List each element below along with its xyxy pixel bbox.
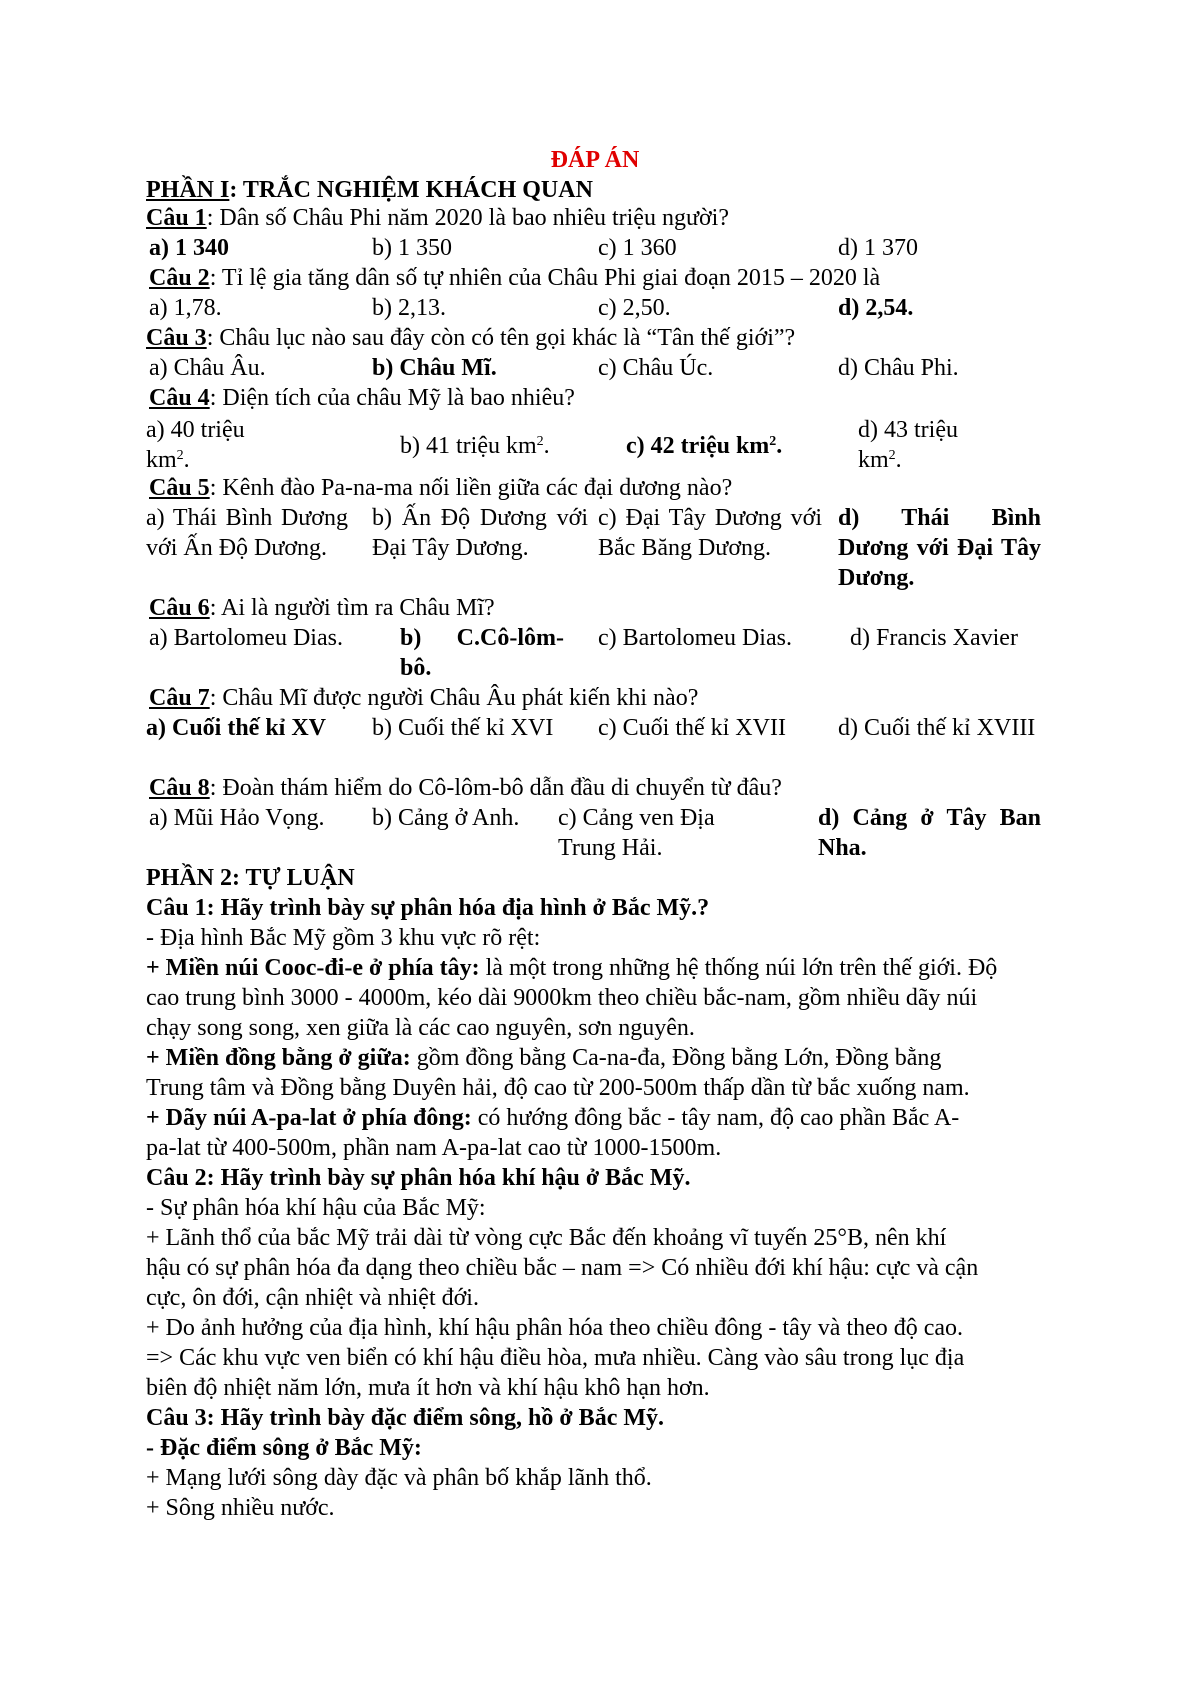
essay-q1-title: Câu 1: Hãy trình bày sự phân hóa địa hình ở Bắc Mỹ.? bbox=[146, 895, 710, 921]
question-5-options bbox=[146, 503, 1041, 593]
point-text: là một trong những hệ thống núi lớn trên thế giới. Độ bbox=[479, 955, 998, 981]
option-d: d) Thái Bình Dương với Đại Tây Dương. bbox=[838, 505, 1041, 591]
option-d-unit: km bbox=[858, 447, 889, 473]
option-c: c) 1 360 bbox=[598, 235, 677, 261]
question-text: : Kênh đào Pa-na-ma nối liền giữa các đại dương nào? bbox=[209, 475, 733, 501]
option-a: a) Châu Âu. bbox=[149, 355, 266, 381]
question-8-options bbox=[146, 803, 1041, 863]
question-label: Câu 3 bbox=[146, 325, 207, 351]
question-label: Câu 5 bbox=[149, 475, 210, 501]
question-1-options bbox=[146, 233, 1041, 263]
option-b-text: b) 41 triệu km bbox=[400, 433, 537, 459]
option-b: b) 2,13. bbox=[372, 295, 446, 321]
option-c: c) Châu Úc. bbox=[598, 355, 714, 381]
question-7 bbox=[149, 683, 698, 713]
question-3 bbox=[146, 323, 795, 353]
essay-q3-line: + Mạng lưới sông dày đặc và phân bố khắp lãnh thổ. bbox=[146, 1465, 652, 1491]
essay-q1-point1 bbox=[146, 953, 997, 983]
question-3-options bbox=[146, 353, 1041, 383]
essay-q2-line: + Lãnh thổ của bắc Mỹ trải dài từ vòng cực Bắc đến khoảng vĩ tuyến 25°B, nên khí bbox=[146, 1225, 947, 1251]
essay-q1-line: pa-lat từ 400-500m, phần nam A-pa-lat cao từ 1000-1500m. bbox=[146, 1135, 722, 1161]
point-text: gồm đồng bằng Ca-na-đa, Đồng bằng Lớn, Đồng bằng bbox=[410, 1045, 942, 1071]
question-label: Câu 4 bbox=[149, 385, 210, 411]
option-c: c) Đại Tây Dương với Bắc Băng Dương. bbox=[598, 505, 822, 561]
essay-q2-line: => Các khu vực ven biển có khí hậu điều hòa, mưa nhiều. Càng vào sâu trong lục địa bbox=[146, 1345, 965, 1371]
essay-q3-subheading: - Đặc điểm sông ở Bắc Mỹ: bbox=[146, 1435, 422, 1461]
option-d: d) 1 370 bbox=[838, 235, 918, 261]
essay-q2-line: - Sự phân hóa khí hậu của Bắc Mỹ: bbox=[146, 1195, 486, 1221]
option-b: b) 1 350 bbox=[372, 235, 452, 261]
option-a: a) Mũi Hảo Vọng. bbox=[149, 805, 325, 831]
essay-q1-point3 bbox=[146, 1103, 959, 1133]
option-a: a) Cuối thế kỉ XV bbox=[146, 715, 327, 741]
option-b: b) Cảng ở Anh. bbox=[372, 805, 520, 831]
question-text: : Ai là người tìm ra Châu Mĩ? bbox=[209, 595, 495, 621]
part2-heading: PHẦN 2: TỰ LUẬN bbox=[146, 865, 355, 891]
question-text: : Diện tích của châu Mỹ là bao nhiêu? bbox=[209, 385, 575, 411]
option-c: c) Bartolomeu Dias. bbox=[598, 625, 792, 651]
question-5 bbox=[149, 473, 732, 503]
point-title: + Dãy núi A-pa-lat ở phía đông: bbox=[146, 1105, 472, 1131]
option-b: b) Cuối thế kỉ XVI bbox=[372, 715, 554, 741]
option-a: a) 1,78. bbox=[149, 295, 222, 321]
question-1 bbox=[146, 203, 729, 233]
essay-q3-line: + Sông nhiều nước. bbox=[146, 1495, 335, 1521]
question-text: : Châu Mĩ được người Châu Âu phát kiến khi nào? bbox=[209, 685, 699, 711]
part1-heading-label: PHẦN I bbox=[146, 177, 230, 203]
option-a: a) Thái Bình Dương với Ấn Độ Dương. bbox=[146, 505, 348, 561]
question-label: Câu 6 bbox=[149, 595, 210, 621]
point-text: có hướng đông bắc - tây nam, độ cao phần Bắc A- bbox=[471, 1105, 960, 1131]
option-d: d) Francis Xavier bbox=[850, 625, 1018, 651]
essay-q1-line: Trung tâm và Đồng bằng Duyên hải, độ cao từ 200-500m thấp dần từ bắc xuống nam. bbox=[146, 1075, 970, 1101]
option-a: a) Bartolomeu Dias. bbox=[149, 625, 343, 651]
essay-q3-title: Câu 3: Hãy trình bày đặc điểm sông, hồ ở Bắc Mỹ. bbox=[146, 1405, 664, 1431]
question-label: Câu 1 bbox=[146, 205, 207, 231]
option-d: d) Cuối thế kỉ XVIII bbox=[838, 715, 1036, 741]
question-4-options bbox=[146, 415, 1041, 475]
essay-q2-line: cực, ôn đới, cận nhiệt và nhiệt đới. bbox=[146, 1285, 479, 1311]
essay-q1-line: cao trung bình 3000 - 4000m, kéo dài 9000km theo chiều bắc-nam, gồm nhiều dãy núi bbox=[146, 985, 978, 1011]
option-d: d) 43 triệu $km^2$. bbox=[858, 417, 958, 473]
essay-q2-line: biên độ nhiệt năm lớn, mưa ít hơn và khí hậu khô hạn hơn. bbox=[146, 1375, 710, 1401]
question-7-options bbox=[146, 713, 1041, 743]
question-2 bbox=[149, 263, 880, 293]
question-6-options bbox=[146, 623, 1041, 683]
part1-heading bbox=[146, 175, 593, 205]
question-8 bbox=[149, 773, 782, 803]
option-d-text: d) 43 triệu bbox=[858, 417, 958, 443]
essay-q1-point2 bbox=[146, 1043, 941, 1073]
part1-heading-rest: : TRẮC NGHIỆM KHÁCH QUAN bbox=[229, 177, 593, 203]
question-2-options bbox=[146, 293, 1041, 323]
question-text: : Tỉ lệ gia tăng dân số tự nhiên của Châu Phi giai đoạn 2015 – 2020 là bbox=[209, 265, 881, 291]
question-text: : Dân số Châu Phi năm 2020 là bao nhiêu triệu người? bbox=[206, 205, 729, 231]
option-b: b) Châu Mĩ. bbox=[372, 355, 497, 381]
option-d: d) Cảng ở Tây Ban Nha. bbox=[818, 805, 1041, 861]
question-label: Câu 2 bbox=[149, 265, 210, 291]
essay-q1-line: chạy song song, xen giữa là các cao nguyên, sơn nguyên. bbox=[146, 1015, 695, 1041]
option-a: a) 1 340 bbox=[149, 235, 229, 261]
option-c-text: c) 42 triệu km bbox=[626, 433, 770, 459]
essay-q1-line: - Địa hình Bắc Mỹ gồm 3 khu vực rõ rệt: bbox=[146, 925, 541, 951]
option-c: c) 2,50. bbox=[598, 295, 671, 321]
option-d: d) Châu Phi. bbox=[838, 355, 959, 381]
question-4 bbox=[149, 383, 575, 413]
option-c: c) Cảng ven Địa Trung Hải. bbox=[558, 805, 715, 861]
point-title: + Miền đồng bằng ở giữa: bbox=[146, 1045, 411, 1071]
point-title: + Miền núi Cooc-đi-e ở phía tây: bbox=[146, 955, 480, 981]
question-text: : Châu lục nào sau đây còn có tên gọi khác là “Tân thế giới”? bbox=[206, 325, 796, 351]
option-c: c) 42 triệu $km^2$. bbox=[626, 433, 783, 459]
question-text: : Đoàn thám hiểm do Cô-lôm-bô dẫn đầu di chuyển từ đâu? bbox=[209, 775, 782, 801]
document-title: ĐÁP ÁN bbox=[550, 147, 640, 173]
question-label: Câu 7 bbox=[149, 685, 210, 711]
option-b: b) C.Cô-lôm-bô. bbox=[400, 625, 564, 681]
option-a: a) 40 triệu $km^2$. bbox=[146, 417, 245, 473]
option-a-text: a) 40 triệu bbox=[146, 417, 245, 443]
option-b: b) 41 triệu $km^2$. bbox=[400, 433, 550, 459]
essay-q2-title: Câu 2: Hãy trình bày sự phân hóa khí hậu ở Bắc Mỹ. bbox=[146, 1165, 691, 1191]
option-c: c) Cuối thế kỉ XVII bbox=[598, 715, 786, 741]
option-a-unit: km bbox=[146, 447, 177, 473]
essay-q2-line: hậu có sự phân hóa đa dạng theo chiều bắc – nam => Có nhiều đới khí hậu: cực và cận bbox=[146, 1255, 979, 1281]
question-6 bbox=[149, 593, 495, 623]
essay-q2-line: + Do ảnh hưởng của địa hình, khí hậu phân hóa theo chiều đông - tây và theo độ cao. bbox=[146, 1315, 964, 1341]
option-b: b) Ấn Độ Dương với Đại Tây Dương. bbox=[372, 505, 588, 561]
option-d: d) 2,54. bbox=[838, 295, 914, 321]
question-label: Câu 8 bbox=[149, 775, 210, 801]
